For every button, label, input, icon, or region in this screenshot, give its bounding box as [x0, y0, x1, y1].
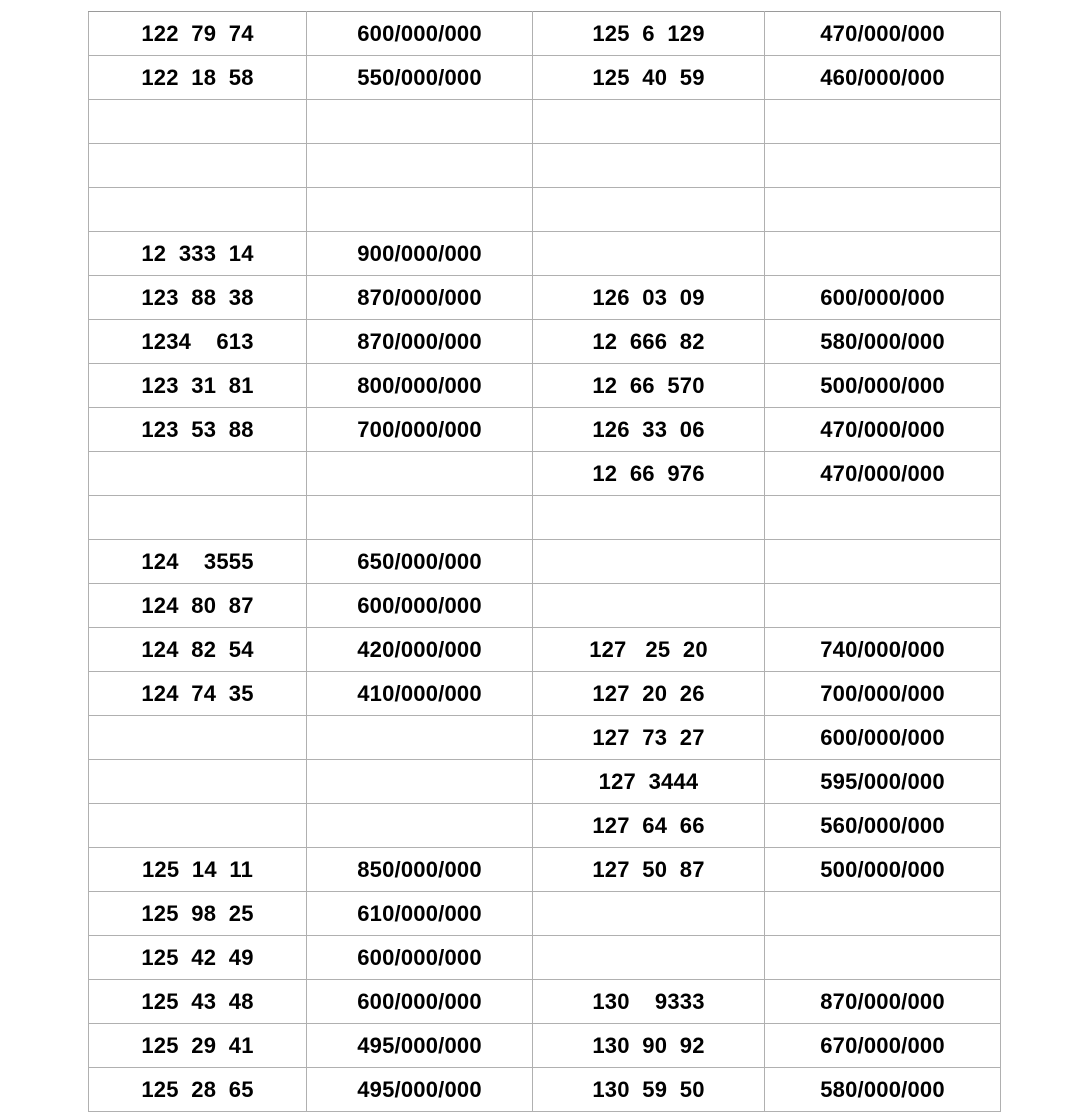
table-row: [89, 804, 1001, 848]
cell-right_number[interactable]: 127 20 26: [533, 672, 765, 716]
cell-left_number[interactable]: 122 79 74: [89, 12, 307, 56]
cell-left_number[interactable]: [89, 452, 307, 496]
cell-left_amount[interactable]: 495/000/000: [307, 1024, 533, 1068]
cell-right_amount[interactable]: 460/000/000: [765, 56, 1001, 100]
cell-left_number[interactable]: 123 53 88: [89, 408, 307, 452]
table-row: [89, 12, 1001, 56]
cell-right_amount[interactable]: 580/000/000: [765, 320, 1001, 364]
cell-left_amount[interactable]: [307, 144, 533, 188]
table-row: [89, 1024, 1001, 1068]
cell-left_amount[interactable]: 870/000/000: [307, 276, 533, 320]
cell-left_amount[interactable]: 900/000/000: [307, 232, 533, 276]
table-row: [89, 716, 1001, 760]
cell-right_amount[interactable]: 580/000/000: [765, 1068, 1001, 1112]
cell-left_number[interactable]: 124 82 54: [89, 628, 307, 672]
cell-right_amount[interactable]: 470/000/000: [765, 12, 1001, 56]
table-row: [89, 56, 1001, 100]
cell-left_number[interactable]: 124 3555: [89, 540, 307, 584]
cell-right_amount[interactable]: 740/000/000: [765, 628, 1001, 672]
cell-left_number[interactable]: 123 31 81: [89, 364, 307, 408]
cell-left_amount[interactable]: [307, 496, 533, 540]
cell-left_amount[interactable]: 550/000/000: [307, 56, 533, 100]
cell-left_amount[interactable]: 850/000/000: [307, 848, 533, 892]
cell-right_amount[interactable]: 670/000/000: [765, 1024, 1001, 1068]
cell-right_number[interactable]: 127 64 66: [533, 804, 765, 848]
cell-left_amount[interactable]: 800/000/000: [307, 364, 533, 408]
cell-right_number[interactable]: 127 73 27: [533, 716, 765, 760]
cell-left_amount[interactable]: 600/000/000: [307, 12, 533, 56]
cell-right_number[interactable]: [533, 936, 765, 980]
cell-right_amount[interactable]: 500/000/000: [765, 848, 1001, 892]
cell-right_number[interactable]: 125 6 129: [533, 12, 765, 56]
table-row: [89, 496, 1001, 540]
cell-left_number[interactable]: 125 98 25: [89, 892, 307, 936]
number-table: [88, 11, 1001, 1112]
cell-right_amount[interactable]: [765, 100, 1001, 144]
cell-right_amount[interactable]: [765, 892, 1001, 936]
table-body: [89, 12, 1001, 1112]
cell-right_number[interactable]: [533, 584, 765, 628]
table-row: [89, 100, 1001, 144]
cell-left_number[interactable]: 124 80 87: [89, 584, 307, 628]
table-row: [89, 364, 1001, 408]
cell-left_amount[interactable]: 700/000/000: [307, 408, 533, 452]
cell-left_amount[interactable]: [307, 716, 533, 760]
table-row: [89, 848, 1001, 892]
cell-left_number[interactable]: 12 333 14: [89, 232, 307, 276]
table-row: [89, 320, 1001, 364]
cell-left_amount[interactable]: 870/000/000: [307, 320, 533, 364]
cell-right_number[interactable]: 126 33 06: [533, 408, 765, 452]
cell-left_number[interactable]: 123 88 38: [89, 276, 307, 320]
cell-right_amount[interactable]: 500/000/000: [765, 364, 1001, 408]
cell-right_number[interactable]: [533, 100, 765, 144]
cell-left_amount[interactable]: 600/000/000: [307, 936, 533, 980]
cell-right_amount[interactable]: 870/000/000: [765, 980, 1001, 1024]
cell-right_number[interactable]: [533, 188, 765, 232]
cell-right_amount[interactable]: [765, 188, 1001, 232]
cell-right_number[interactable]: [533, 540, 765, 584]
table-row: [89, 232, 1001, 276]
table-row: [89, 540, 1001, 584]
cell-left_number[interactable]: [89, 760, 307, 804]
cell-right_amount[interactable]: 595/000/000: [765, 760, 1001, 804]
table-row: [89, 584, 1001, 628]
cell-left_number[interactable]: 125 42 49: [89, 936, 307, 980]
cell-right_number[interactable]: 125 40 59: [533, 56, 765, 100]
table-row: [89, 452, 1001, 496]
cell-left_amount[interactable]: 420/000/000: [307, 628, 533, 672]
cell-left_amount[interactable]: [307, 100, 533, 144]
table-row: [89, 188, 1001, 232]
table-row: [89, 276, 1001, 320]
cell-left_number[interactable]: 124 74 35: [89, 672, 307, 716]
cell-right_number[interactable]: 130 59 50: [533, 1068, 765, 1112]
cell-left_amount[interactable]: [307, 188, 533, 232]
cell-right_amount[interactable]: [765, 540, 1001, 584]
cell-left_amount[interactable]: 650/000/000: [307, 540, 533, 584]
cell-left_amount[interactable]: [307, 760, 533, 804]
cell-right_amount[interactable]: 470/000/000: [765, 452, 1001, 496]
cell-right_number[interactable]: [533, 144, 765, 188]
cell-right_number[interactable]: [533, 496, 765, 540]
cell-left_number[interactable]: 125 29 41: [89, 1024, 307, 1068]
table-row: [89, 144, 1001, 188]
cell-right_amount[interactable]: [765, 232, 1001, 276]
cell-left_number[interactable]: 1234 613: [89, 320, 307, 364]
cell-right_amount[interactable]: 560/000/000: [765, 804, 1001, 848]
cell-right_amount[interactable]: [765, 584, 1001, 628]
cell-right_number[interactable]: 130 9333: [533, 980, 765, 1024]
table-row: [89, 1068, 1001, 1112]
cell-left_amount[interactable]: 410/000/000: [307, 672, 533, 716]
cell-right_amount[interactable]: [765, 144, 1001, 188]
table-row: [89, 408, 1001, 452]
cell-right_amount[interactable]: 700/000/000: [765, 672, 1001, 716]
cell-left_number[interactable]: [89, 804, 307, 848]
cell-left_number[interactable]: 122 18 58: [89, 56, 307, 100]
cell-left_amount[interactable]: 600/000/000: [307, 584, 533, 628]
cell-right_number[interactable]: 127 25 20: [533, 628, 765, 672]
table-row: [89, 672, 1001, 716]
table-row: [89, 892, 1001, 936]
cell-left_number[interactable]: [89, 496, 307, 540]
cell-right_number[interactable]: 127 50 87: [533, 848, 765, 892]
cell-left_number[interactable]: [89, 188, 307, 232]
cell-left_amount[interactable]: [307, 804, 533, 848]
cell-left_amount[interactable]: [307, 452, 533, 496]
cell-left_amount[interactable]: 610/000/000: [307, 892, 533, 936]
cell-right_number[interactable]: 12 66 976: [533, 452, 765, 496]
cell-left_amount[interactable]: 600/000/000: [307, 980, 533, 1024]
cell-left_number[interactable]: 125 28 65: [89, 1068, 307, 1112]
cell-right_amount[interactable]: 470/000/000: [765, 408, 1001, 452]
cell-right_amount[interactable]: [765, 936, 1001, 980]
cell-left_amount[interactable]: 495/000/000: [307, 1068, 533, 1112]
cell-right_amount[interactable]: 600/000/000: [765, 716, 1001, 760]
cell-right_number[interactable]: 126 03 09: [533, 276, 765, 320]
cell-right_number[interactable]: [533, 232, 765, 276]
cell-right_number[interactable]: 127 3444: [533, 760, 765, 804]
cell-right_amount[interactable]: 600/000/000: [765, 276, 1001, 320]
cell-right_amount[interactable]: [765, 496, 1001, 540]
cell-left_number[interactable]: 125 43 48: [89, 980, 307, 1024]
table-row: [89, 936, 1001, 980]
cell-left_number[interactable]: [89, 716, 307, 760]
table-row: [89, 628, 1001, 672]
cell-left_number[interactable]: [89, 144, 307, 188]
table-row: [89, 760, 1001, 804]
cell-right_number[interactable]: 12 66 570: [533, 364, 765, 408]
cell-left_number[interactable]: [89, 100, 307, 144]
cell-right_number[interactable]: 130 90 92: [533, 1024, 765, 1068]
cell-left_number[interactable]: 125 14 11: [89, 848, 307, 892]
cell-right_number[interactable]: [533, 892, 765, 936]
cell-right_number[interactable]: 12 666 82: [533, 320, 765, 364]
table-row: [89, 980, 1001, 1024]
